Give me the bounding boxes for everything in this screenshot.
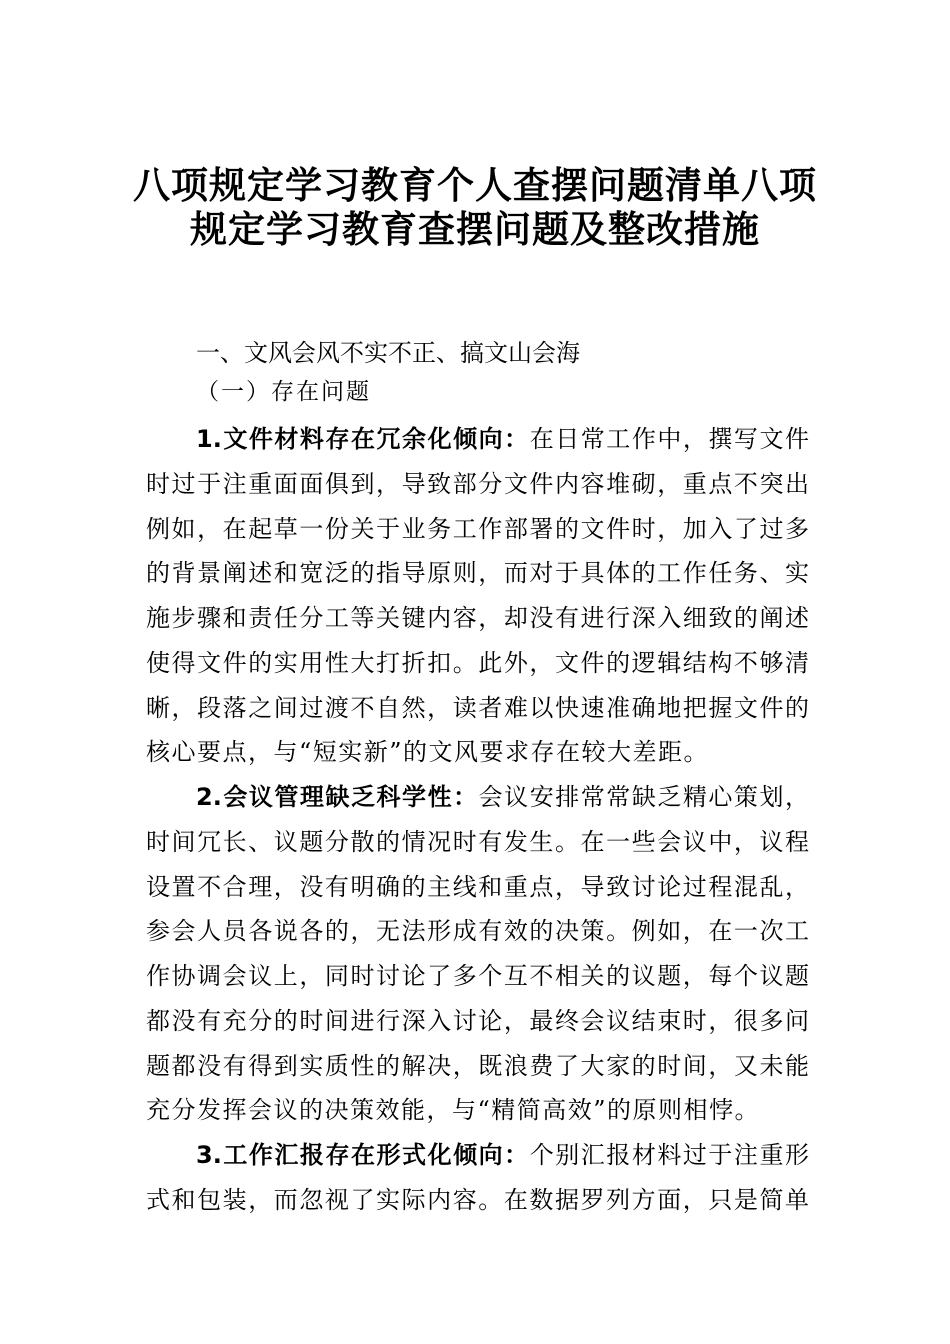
item-lead: 3.工作汇报存在形式化倾向： <box>196 1141 530 1169</box>
document-title-line-2: 规定学习教育查摆问题及整改措施 <box>190 207 760 251</box>
item-lead: 2.会议管理缺乏科学性： <box>196 783 479 811</box>
paragraph-line: 施步骤和责任分工等关键内容，却没有进行深入细致的阐述 <box>146 604 809 632</box>
paragraph-line: 式和包装，而忽视了实际内容。在数据罗列方面，只是简单 <box>146 1186 809 1214</box>
paragraph-line: 3.工作汇报存在形式化倾向：个别汇报材料过于注重形 <box>196 1141 809 1169</box>
paragraph-line: 参会人员各说各的，无法形成有效的决策。例如，在一次工 <box>146 917 809 945</box>
paragraph-line: 充分发挥会议的决策效能，与“精简高效”的原则相悖。 <box>146 1096 761 1124</box>
section-heading: 一、文风会风不实不正、搞文山会海 <box>196 339 580 367</box>
paragraph-line: 设置不合理，没有明确的主线和重点，导致讨论过程混乱， <box>146 873 809 901</box>
paragraph-line: 核心要点，与“短实新”的文风要求存在较大差距。 <box>146 738 710 766</box>
paragraph-line: 例如，在起草一份关于业务工作部署的文件时，加入了过多 <box>146 515 809 543</box>
paragraph-line: 1.文件材料存在冗余化倾向：在日常工作中，撰写文件 <box>196 425 809 453</box>
paragraph-line: 作协调会议上，同时讨论了多个互不相关的议题，每个议题 <box>146 962 809 990</box>
item-lead: 1.文件材料存在冗余化倾向： <box>196 425 530 453</box>
document-title-line-1: 八项规定学习教育个人查摆问题清单八项 <box>133 163 817 207</box>
paragraph-line: 题都没有得到实质性的解决，既浪费了大家的时间，又未能 <box>146 1052 809 1080</box>
subsection-heading: （一）存在问题 <box>196 379 371 405</box>
paragraph-line: 的背景阐述和宽泛的指导原则，而对于具体的工作任务、实 <box>146 559 809 587</box>
paragraph-line: 都没有充分的时间进行深入讨论，最终会议结束时，很多问 <box>146 1007 809 1035</box>
paragraph-line: 使得文件的实用性大打折扣。此外，文件的逻辑结构不够清 <box>146 649 809 677</box>
paragraph-line: 晰，段落之间过渡不自然，读者难以快速准确地把握文件的 <box>146 694 809 722</box>
paragraph-line: 时间冗长、议题分散的情况时有发生。在一些会议中，议程 <box>146 828 809 856</box>
paragraph-line: 时过于注重面面俱到，导致部分文件内容堆砌，重点不突出 <box>146 470 809 498</box>
paragraph-line: 2.会议管理缺乏科学性：会议安排常常缺乏精心策划， <box>196 783 809 811</box>
